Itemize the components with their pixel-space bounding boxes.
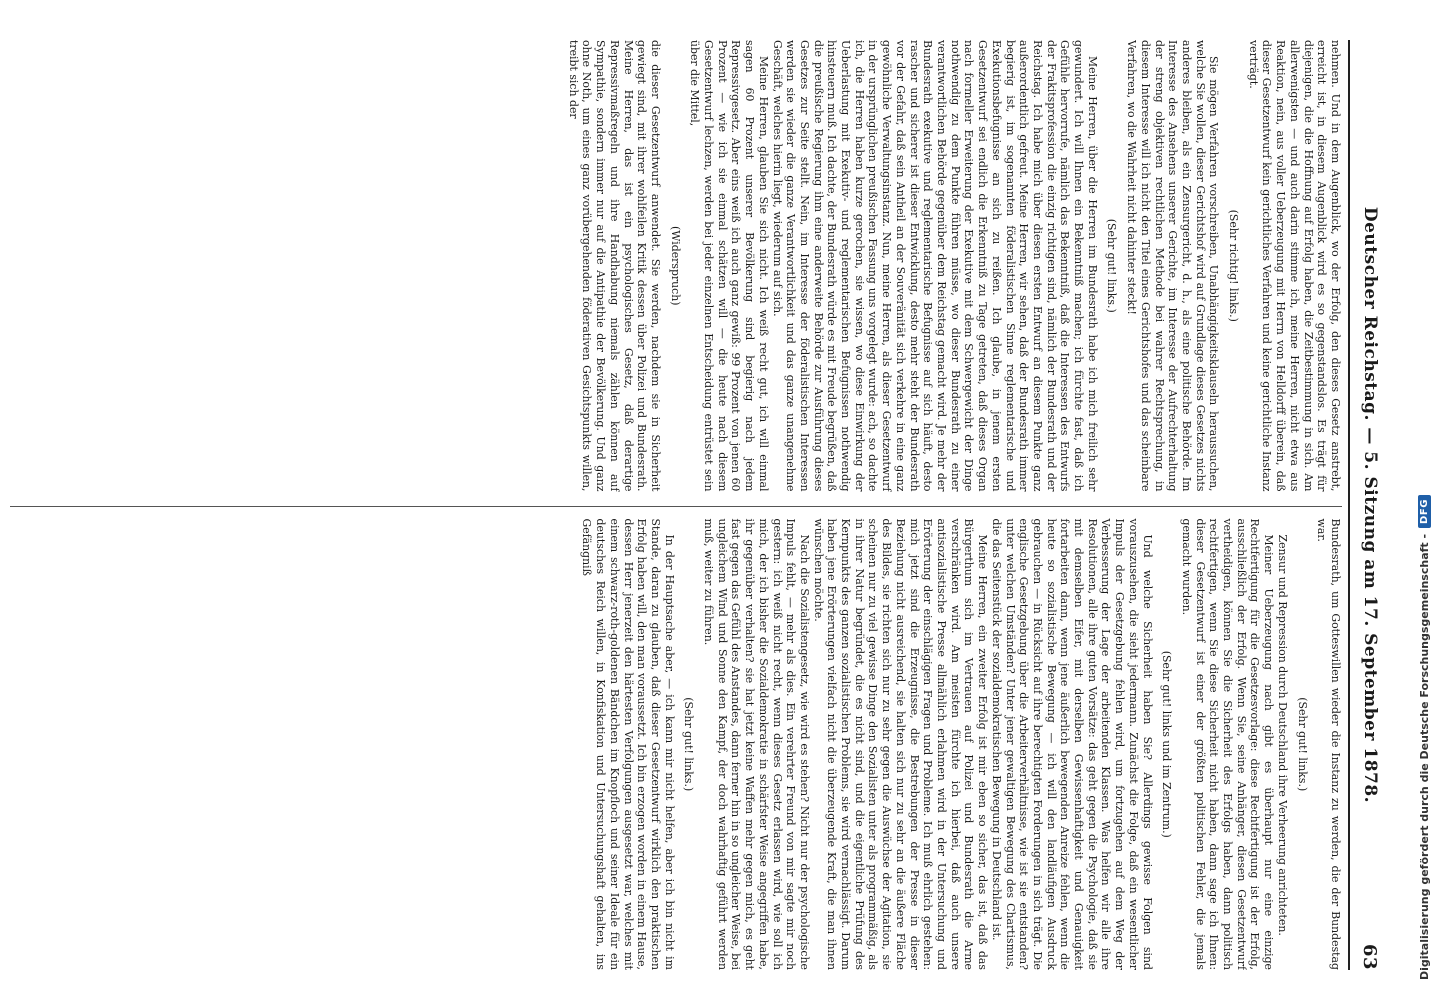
body-paragraph: In der Hauptsache aber, — ich kann mir nicht helfen, aber ich bin nicht im Stande, daran zu glauben, daß dieser Gesetzentwurf wirklich den praktischen Erfolg haben will, den man voraussetzt. Ich bin erzogen worden in einem Hause, dessen Herr jenerzeit den härtesten Verfolgungen ausgesetzt war, welches mit einem schwarz-roth-goldenen Bändchen im Knopfloch und seiner Ideale für ein deutsches Reich willen, in Konfiskation und Untersuchungshaft gehalten, ins Gefängniß bbox=[580, 518, 676, 970]
interjection: (Sehr richtig! links.) bbox=[1227, 209, 1241, 322]
body-paragraph: Meine Herren, glauben Sie sich nicht. Ich weiß recht gut, ich will einmal sagen 60 Prozent unserer Bevölkerung sind begierig nach jedem Repressivgesetz. Aber eins weiß ich auch ganz gewiß: 99 Prozent von jenen 60 Prozent — wie ich sie einmal schätzen will — die heute nach diesem Gesetzentwurf lechzen, werden bei jeder einzelnen Entscheidung entrüstet sein über die Mittel, bbox=[688, 40, 770, 492]
credit-text: Digitalisierung gefördert durch die Deutsche Forschungsgemeinschaft - bbox=[1417, 533, 1431, 980]
interjection: (Sehr gut! links und im Zentrum.) bbox=[1160, 650, 1174, 838]
interjection: (Sehr gut! links.) bbox=[682, 697, 696, 792]
running-title: Deutscher Reichstag. — 5. Sitzung am 17. September 1878. bbox=[1360, 206, 1380, 804]
body-paragraph: Meiner Ueberzeugung nach gibt es überhaupt nur eine einzige Rechtfertigung für die Gesetzesvorlage: diese Rechtfertigung ist der Erfolg, ausschließlich der Erfolg. Wenn Sie, seine Anhänger, diesen Gesetzentwurf vertheidigen, können Sie die Sicherheit des Erfolgs haben, dann politisch rechtfertigen, wenn Sie diese Sicherheit nicht haben, dann sage ich Ihnen: dieser Gesetzentwurf ist einer der größten politischen Fehler, die jemals gemacht wurden. bbox=[1179, 518, 1276, 970]
digitization-credit bbox=[1408, 0, 1432, 1000]
body-paragraph: Nach die Sozialistengesetz, wie wird es stehen? Nicht nur der psychologische Impuls fehlt, — mehr als dies. Ein verehrter Freund von mir sagte mir noch gestern: ich weiß nicht recht, wenn dieses Gesetz erlassen wird, wie soll ich mich, der ich bisher die Sozialdemokratie in schärfster Weise angegriffen habe, ihr gegenüber verhalten? sie hat jetzt keine Waffen mehr gegen mich, es geht fast gegen das Gefühl des Anstandes, dann ferner hin in so ungleicher Weise, bei ungleichem Wind und Sonne den Kampf, der doch wahrhaftig geführt werden muß, weiter zu führen. bbox=[702, 518, 811, 970]
body-paragraph: die dieser Gesetzentwurf anwendet. Sie werden, nachdem sie in Sicherheit gewiegt sind, mit ihrer wohlfeilen Kritik dessen über Polizei und Bundesrath. Meine Herren, das ist ein psychologisches Gesetz, daß derartige Repressivmaßregeln und ihre Handhabung niemals zählen können auf Sympathie, sondern immer nur auf die Antipathie der Bevölkerung. Und ganz ohne Noth, um eines ganz vorübergehenden föderativen Gesichtspunkts willen, treibt sich der bbox=[566, 40, 662, 492]
body-paragraph: Meine Herren, über die Herren im Bundesrath habe ich mich freilich sehr gewundert. Ich will Ihnen ein Bekenntniß machen; ich fürchte fast, daß ich Gefühle hervorrufe, nämlich das Bekenntniß, daß die Interessen des Entwurfs der Frakitsprofession die einzig richtigen sind, nämlich der Bundesrath und der Reichstag. Ich habe mich über diesen ersten Entwurf an diesem Punkte ganz außerordentlich gefreut. Meine Herren, wir sehen, daß der Bundesrath immer begierig ist, im sogenannten föderalistischen Sinne reglementarische und Exekutionsbefugnisse an sich zu reißen. Ich glaube, in jenem ersten Gesetzentwurf sei endlich die Erkenntniß zu Tage getreten, daß dieses Organ nach formeller Erweiterung der Exekutive mit dem Schwergewicht der Dinge nothwendig zu dem Punkte führen müsse, wo dieser Bundesrath zu einer verantwortlichen Behörde gegenüber dem Reichstag gemacht wird. Je mehr der Bundesrath exekutive und reglementarische Befugnisse auf sich häuft, desto rascher und sicherer ist dieser Entwicklung, desto mehr steht der Bundesrath vor der Gefahr, daß sein Antheil an der Souveränität sich verkehre in eine ganz gewöhnliche Verwaltungsinstanz. Nun, meine Herren, als dieser Gesetzentwurf in der ursprünglichen preußischen Fassung uns vorgelegt wurde: ach, so dachte ich, die Herren haben kurze gerochen, sie wissen, wo diese Einwirkung der Ueberlastung mit Exekutiv- und reglementarischen Befugnissen nothwendig hinsteuern muß. Ich dachte, der Bundesrath würde es mit Freude begrüßen, daß die preußische Regierung ihm eine anderweite Behörde zur Ausführung dieses Gesetzes zur Seite stellt. Nein, im Interesse der föderalistischen Interessen werden sie wieder die ganze Verantwortlichkeit und das ganze unangenehme Geschäft, welches hierin liegt, wiederum auf sich. bbox=[770, 40, 1099, 492]
body-paragraph: Zensur und Repression durch Deutschland ihre Verheerung anrichteten. bbox=[1275, 534, 1289, 936]
left-column bbox=[10, 40, 1342, 492]
body-paragraph: Bundesrath, um Gotteswillen wieder die Instanz zu werden, die der Bundestag war. bbox=[1315, 518, 1342, 970]
page-header bbox=[1348, 40, 1390, 970]
page-number: 63 bbox=[1359, 943, 1381, 970]
body-paragraph: nehmen. Und in dem Augenblick, wo der Erfolg, den dieses Gesetz anstrebt, erreicht ist, in diesem Augenblick wird es so gegenstandslos. Es trägt für diejenigen, die die Hoffnung auf Erfolg haben, die Zeitbestimmung in sich. Am allerwenigsten — und auch darin stimme ich, meine Herren, nicht etwa aus Reaktion, nein, aus voller Ueberzeugung mit Herrn von Helldorff überein, daß dieser Gesetzentwurf kein gerichtliches Verfahren und keine gerichtliche Instanz verträgt. bbox=[1246, 40, 1342, 492]
body-paragraph: Meine Herren, ein zweiter Erfolg ist mir eben so sicher, das ist, daß das Bürgerthum sich im Vertrauen auf Polizei und Bundesrath die Arme verschränken wird. Am meisten fürchte ich hierbei, daß auch unsere antisozialistische Presse allmählich erlahmen wird in der Untersuchung und Erörterung der einschlägigen Fragen und Probleme. Ich muß ehrlich gestehen: mich jetzt sind die Erzeugnisse, die Bestrebungen der Presse in dieser Beziehung nicht ausreichend, sie halten sich nur zu sehr an die äußere Fläche des Bildes, sie richten sich nur zu sehr gegen die Auswüchse der Agitation, sie scheinen nur zu viel gewisse Dinge den Sozialisten unter als programmäßig, als in ihrer Natur begründet, die es nicht sind, und die eigentliche Prüfung des Kernpunkts des ganzen sozialistischen Problems, sie wird vernachlässigt. Darum haben jene Erörterungen vielfach nicht die überzeugende Kraft, die man ihnen wünschen möchte. bbox=[811, 518, 990, 970]
dfg-logo: DFG bbox=[1418, 495, 1431, 528]
right-column bbox=[10, 506, 1342, 971]
interjection: (Sehr gut! links.) bbox=[1105, 218, 1119, 313]
digitization-credit-strip bbox=[1400, 0, 1432, 1000]
interjection: (Widerspruch) bbox=[668, 226, 682, 306]
body-paragraph: Und welche Sicherheit haben Sie? Allerdings gewisse Folgen sind vorauszusehen, die sieht jedermann. Zunächst die Folge, daß ein wesentlicher Impuls der Gesetzgebung fehlen wird, um fortzugehen auf dem Weg der Verbesserung der Lage der arbeitenden Klassen. Was helfen wir alle ihre Resolutionen, alle ihre guten Vorsätze: das geht gegen die Psychologie, daß sie mit demselben Eifer, mit derselben Gewissenhaftigkeit und Genauigkeit fortarbeiten dann, wenn jene äußerlich bewegenden Anreize fehlen, wenn die heute so sozialistische Bewegung — ich will den landläufigen Ausdruck gebrauchen — in Rücksicht auf ihre berechtigten Forderungen in sich trägt. Die englische Gesetzgebung über die Arbeiterverhältnisse, wie ist sie entstanden? unter welchen Umständen? Unter jener gewaltigen Bewegung des Chartismus, die das Seitenstück der sozialdemokratischen Bewegung in Deutschland ist. bbox=[989, 518, 1154, 970]
text-columns bbox=[10, 40, 1342, 970]
body-paragraph: Sie mögen Verfahren vorschreiben, Unabhängigkeitsklauseln heraussuchen, welche Sie wollen, dieser Gerichtshof wird auf Grundlage dieses Gesetzes nichts anderes bleiben, als ein Zensurgericht, d. h., als eine politische Behörde. Im Interesse des Ansehens unserer Gerichte, im Interesse der Aufrechterhaltung der streng objektiven rechtlichen Methode bei wahrer Rechtsprechung, in diesem Interesse will ich nicht den Titel eines Gerichtshofes und das scheinbare Verfahren, wo die Wahrheit nicht dahinter steckt! bbox=[1125, 40, 1221, 492]
interjection: (Sehr gut! links.) bbox=[1295, 697, 1309, 792]
